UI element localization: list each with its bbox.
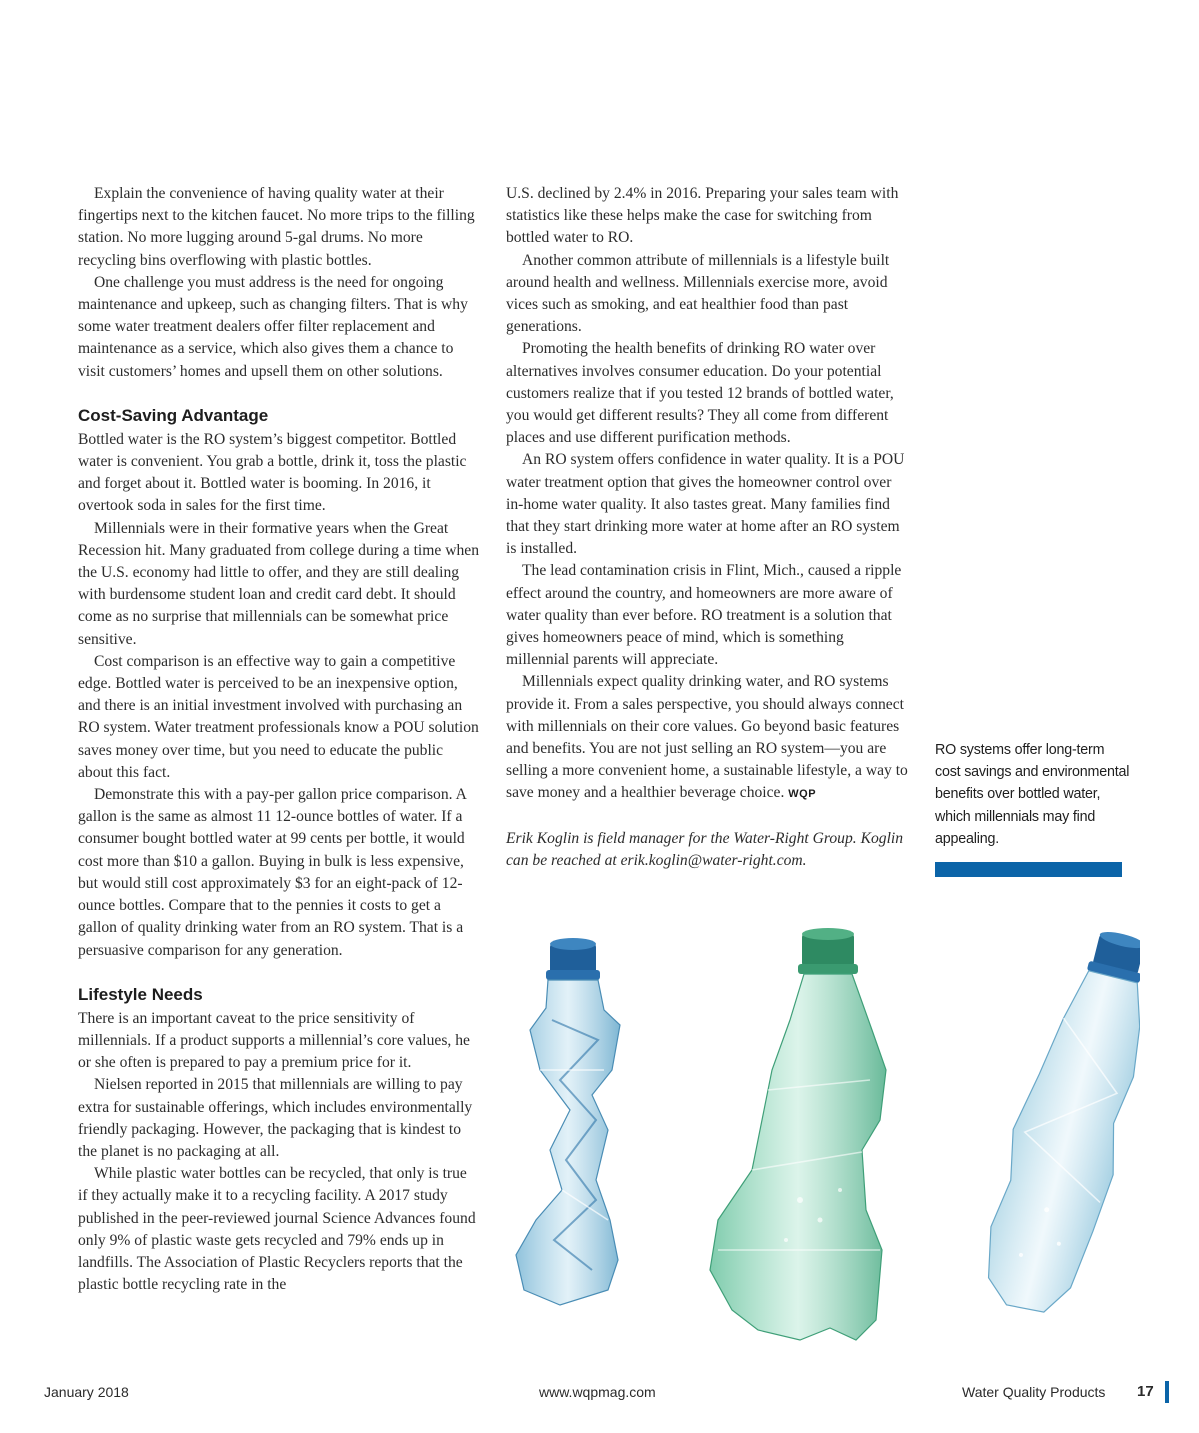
author-bio: Erik Koglin is field manager for the Water-Right Group. Koglin can be reached at erik.koglin@water-right.com. <box>506 829 904 869</box>
final-paragraph-text: Millennials expect quality drinking water, and RO systems provide it. From a sales perspective, you should always connect with millennials on their core values. Go beyond basic features and benefits. You are not just selling an RO system—you are selling a more convenient home, a sustainable lifestyle, a way to save money and a healthier beverage choice. <box>506 673 908 802</box>
bottle-light-blue-bent <box>972 920 1140 1322</box>
left-column <box>78 183 480 1296</box>
body-paragraph: Promoting the health benefits of drinking RO water over alternatives involves consumer education. Do your potential customers realize that if you tested 12 brands of bottled water, you would get different results? They all come from different places and use different purification methods. <box>506 340 894 447</box>
body-paragraph: One challenge you must address is the need for ongoing maintenance and upkeep, such as changing filters. That is why some water treatment dealers offer filter replacement and maintenance as a service, which also gives them a chance to visit customers’ homes and upsell them on other solutions. <box>78 273 468 380</box>
body-paragraph: U.S. declined by 2.4% in 2016. Preparing your sales team with statistics like these helps make the case for switching from bottled water to RO. <box>506 185 899 247</box>
page-number: 17 <box>1137 1383 1154 1400</box>
body-paragraph: There is an important caveat to the price sensitivity of millennials. If a product supports a millennial’s core values, he or she often is prepared to pay a premium price for it. <box>78 1009 470 1072</box>
crushed-bottles-photo <box>500 920 1140 1360</box>
footer-publication: Water Quality Products <box>962 1384 1106 1400</box>
middle-column <box>506 183 908 872</box>
body-paragraph: Millennials were in their formative years when the Great Recession hit. Many graduated from college during a time when the U.S. economy had little to offer, and they are still dealing with burdensome student loan and credit card debt. It should come as no surprise that millennials can be somewhat price sensitive. <box>78 519 479 648</box>
bottle-green <box>710 928 886 1340</box>
section-heading-cost-saving: Cost-Saving Advantage <box>78 405 269 425</box>
footer-accent-rule <box>1165 1381 1169 1403</box>
body-paragraph: Bottled water is the RO system’s biggest competitor. Bottled water is convenient. You grab a bottle, drink it, toss the plastic and forget about it. Bottled water is booming. In 2016, it overtook soda in sales for the first time. <box>78 430 467 515</box>
body-paragraph: Cost comparison is an effective way to gain a competitive edge. Bottled water is perceived to be an inexpensive option, and there is an initial investment involved with purchasing an RO system. Water treatment professionals know a POU solution saves money over time, but you need to educate the public about this fact. <box>78 652 479 781</box>
body-paragraph: Another common attribute of millennials is a lifestyle built around health and wellness. Millennials exercise more, avoid vices such as smoking, and eat healthier food than past generations. <box>506 251 890 336</box>
end-mark: WQP <box>788 788 817 801</box>
body-paragraph: The lead contamination crisis in Flint, Mich., caused a ripple effect around the country, and homeowners are more aware of water quality than ever before. RO treatment is a solution that gives homeowners peace of mind, which is something millennial parents will appreciate. <box>506 562 902 669</box>
body-paragraph: An RO system offers confidence in water quality. It is a POU water treatment option that gives the homeowner control over in-home water quality. It also tastes great. Many families find that they start drinking more water at home after an RO system is installed. <box>506 451 905 558</box>
body-paragraph: While plastic water bottles can be recycled, that only is true if they actually make it to a recycling facility. A 2017 study published in the peer-reviewed journal Science Advances found only 9% of plastic waste gets recycled and 79% ends up in landfills. The Association of Plastic Recyclers reports that the plastic bottle recycling rate in the <box>78 1165 476 1294</box>
body-paragraph: Demonstrate this with a pay-per gallon price comparison. A gallon is the same as almost 11 12-ounce bottles of water. If a consumer bought bottled water at 99 cents per bottle, it would cost more than $10 a gallon. Buying in bulk is less expensive, but would still cost approximately $3 for an eight-pack of 12-ounce bottles. Compare that to the pennies it costs to get a gallon of quality drinking water from an RO system. That is a persuasive comparison for any generation. <box>78 786 466 959</box>
caption-accent-bar <box>935 862 1122 877</box>
footer-date: January 2018 <box>44 1384 129 1400</box>
section-heading-lifestyle-needs: Lifestyle Needs <box>78 984 203 1004</box>
body-paragraph: Nielsen reported in 2015 that millennials are willing to pay extra for sustainable offerings, which includes environmentally friendly packaging. However, the packaging that is kindest to the planet is no packaging at all. <box>78 1076 473 1160</box>
footer-website-link[interactable]: www.wqpmag.com <box>539 1384 656 1400</box>
body-paragraph: Explain the convenience of having quality water at their fingertips next to the kitchen faucet. No more trips to the filling station. No more lugging around 5-gal drums. No more recycling bins overflowing with plastic bottles. <box>78 185 475 269</box>
photo-caption: RO systems offer long-term cost savings and environmental benefits over bottled water, which millennials may find appealing. <box>935 742 1130 847</box>
bottle-blue-crushed <box>516 938 620 1305</box>
final-paragraph <box>506 671 908 805</box>
